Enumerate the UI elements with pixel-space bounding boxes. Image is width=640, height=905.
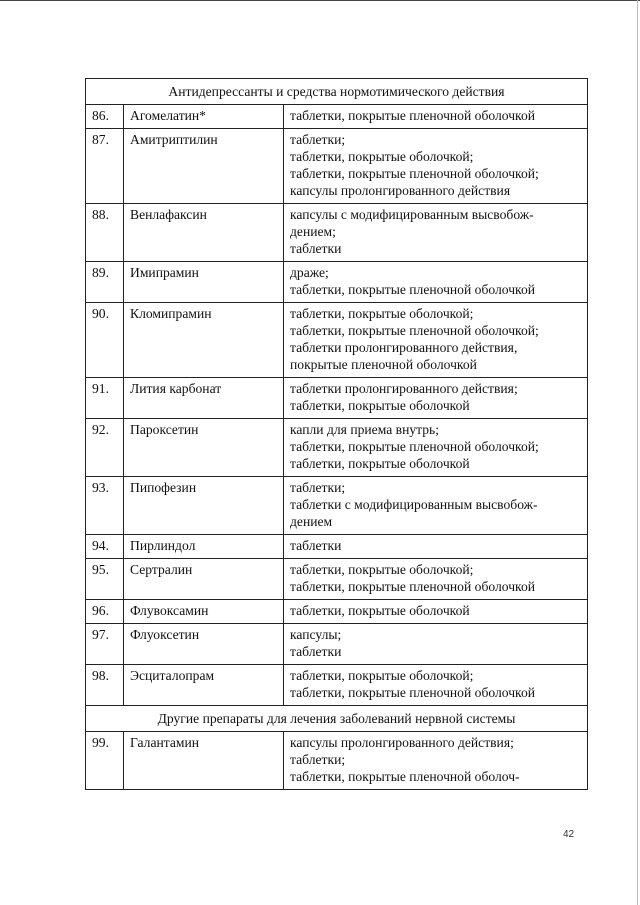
dosage-form-line: таблетки, покрытые оболочкой; bbox=[290, 149, 474, 164]
section-title: Другие препараты для лечения заболеваний нервной системы bbox=[86, 706, 588, 732]
dosage-forms bbox=[284, 624, 588, 665]
dosage-forms bbox=[284, 559, 588, 600]
dosage-form-line: таблетки, покрытые пленочной оболочкой bbox=[290, 685, 536, 700]
item-number: 94. bbox=[86, 535, 124, 559]
dosage-forms bbox=[284, 477, 588, 535]
table-row bbox=[86, 732, 588, 790]
dosage-form-line: капли для приема внутрь; bbox=[290, 422, 440, 437]
dosage-form-line: таблетки, покрытые пленочной оболочкой bbox=[290, 579, 536, 594]
dosage-form-line: таблетки, покрытые оболочкой bbox=[290, 603, 470, 618]
drug-name: Флуоксетин bbox=[124, 624, 284, 665]
drug-name: Пипофезин bbox=[124, 477, 284, 535]
dosage-form-line: таблетки bbox=[290, 241, 342, 256]
item-number: 88. bbox=[86, 204, 124, 262]
item-number: 86. bbox=[86, 105, 124, 129]
dosage-form-line: дением bbox=[290, 514, 333, 529]
drug-name: Имипрамин bbox=[124, 262, 284, 303]
dosage-form-line: таблетки, покрытые оболочкой; bbox=[290, 668, 474, 683]
dosage-form-line: таблетки, покрытые оболочкой bbox=[290, 398, 470, 413]
dosage-forms bbox=[284, 535, 588, 559]
dosage-form-line: капсулы; bbox=[290, 627, 342, 642]
dosage-form-line: таблетки, покрытые пленочной оболочкой bbox=[290, 282, 536, 297]
table-row bbox=[86, 378, 588, 419]
dosage-forms bbox=[284, 665, 588, 706]
dosage-form-line: таблетки bbox=[290, 644, 342, 659]
dosage-form-line: таблетки; bbox=[290, 752, 346, 767]
item-number: 91. bbox=[86, 378, 124, 419]
dosage-forms bbox=[284, 600, 588, 624]
dosage-forms bbox=[284, 105, 588, 129]
item-number: 96. bbox=[86, 600, 124, 624]
dosage-form-line: покрытые пленочной оболочкой bbox=[290, 357, 477, 372]
drug-name: Пароксетин bbox=[124, 419, 284, 477]
scan-edge-right bbox=[637, 0, 638, 905]
table-row bbox=[86, 477, 588, 535]
dosage-form-line: капсулы с модифицированным высвобож- bbox=[290, 207, 534, 222]
dosage-forms bbox=[284, 262, 588, 303]
dosage-form-line: таблетки с модифицированным высвобож- bbox=[290, 497, 538, 512]
table-row bbox=[86, 204, 588, 262]
table-row bbox=[86, 262, 588, 303]
drug-name: Эсциталопрам bbox=[124, 665, 284, 706]
table-row bbox=[86, 105, 588, 129]
section-header-row bbox=[86, 706, 588, 732]
dosage-form-line: таблетки; bbox=[290, 480, 346, 495]
dosage-form-line: таблетки пролонгированного действия, bbox=[290, 340, 518, 355]
dosage-form-line: таблетки, покрытые оболочкой bbox=[290, 456, 470, 471]
section-header-row bbox=[86, 79, 588, 105]
drug-table bbox=[85, 78, 588, 790]
dosage-form-line: таблетки, покрытые пленочной оболочкой; bbox=[290, 323, 539, 338]
dosage-form-line: таблетки пролонгированного действия; bbox=[290, 381, 518, 396]
dosage-form-line: таблетки, покрытые оболочкой; bbox=[290, 562, 474, 577]
table-row bbox=[86, 535, 588, 559]
drug-name: Галантамин bbox=[124, 732, 284, 790]
dosage-form-line: таблетки, покрытые оболочкой; bbox=[290, 306, 474, 321]
drug-table-body bbox=[86, 79, 588, 790]
item-number: 90. bbox=[86, 303, 124, 378]
dosage-forms bbox=[284, 419, 588, 477]
table-row bbox=[86, 129, 588, 204]
drug-name: Лития карбонат bbox=[124, 378, 284, 419]
table-row bbox=[86, 419, 588, 477]
dosage-forms bbox=[284, 204, 588, 262]
drug-name: Кломипрамин bbox=[124, 303, 284, 378]
table-row bbox=[86, 559, 588, 600]
dosage-form-line: драже; bbox=[290, 265, 329, 280]
drug-name: Венлафаксин bbox=[124, 204, 284, 262]
section-title: Антидепрессанты и средства нормотимического действия bbox=[86, 79, 588, 105]
dosage-form-line: таблетки, покрытые пленочной оболоч- bbox=[290, 769, 520, 784]
item-number: 95. bbox=[86, 559, 124, 600]
dosage-forms bbox=[284, 732, 588, 790]
table-row bbox=[86, 303, 588, 378]
drug-name: Сертралин bbox=[124, 559, 284, 600]
item-number: 97. bbox=[86, 624, 124, 665]
item-number: 93. bbox=[86, 477, 124, 535]
drug-name: Флувоксамин bbox=[124, 600, 284, 624]
dosage-form-line: таблетки, покрытые пленочной оболочкой; bbox=[290, 166, 539, 181]
dosage-form-line: капсулы пролонгированного действия; bbox=[290, 735, 514, 750]
table-row bbox=[86, 665, 588, 706]
table-row bbox=[86, 600, 588, 624]
dosage-form-line: таблетки, покрытые пленочной оболочкой bbox=[290, 108, 536, 123]
drug-name: Агомелатин* bbox=[124, 105, 284, 129]
item-number: 92. bbox=[86, 419, 124, 477]
drug-name: Пирлиндол bbox=[124, 535, 284, 559]
item-number: 89. bbox=[86, 262, 124, 303]
dosage-form-line: дением; bbox=[290, 224, 336, 239]
dosage-forms bbox=[284, 378, 588, 419]
dosage-forms bbox=[284, 303, 588, 378]
dosage-form-line: таблетки, покрытые пленочной оболочкой; bbox=[290, 439, 539, 454]
dosage-forms bbox=[284, 129, 588, 204]
item-number: 87. bbox=[86, 129, 124, 204]
page-number: 42 bbox=[563, 829, 575, 840]
item-number: 99. bbox=[86, 732, 124, 790]
dosage-form-line: капсулы пролонгированного действия bbox=[290, 183, 511, 198]
dosage-form-line: таблетки bbox=[290, 538, 342, 553]
scan-edge-top bbox=[0, 0, 640, 4]
dosage-form-line: таблетки; bbox=[290, 132, 346, 147]
drug-name: Амитриптилин bbox=[124, 129, 284, 204]
item-number: 98. bbox=[86, 665, 124, 706]
table-row bbox=[86, 624, 588, 665]
